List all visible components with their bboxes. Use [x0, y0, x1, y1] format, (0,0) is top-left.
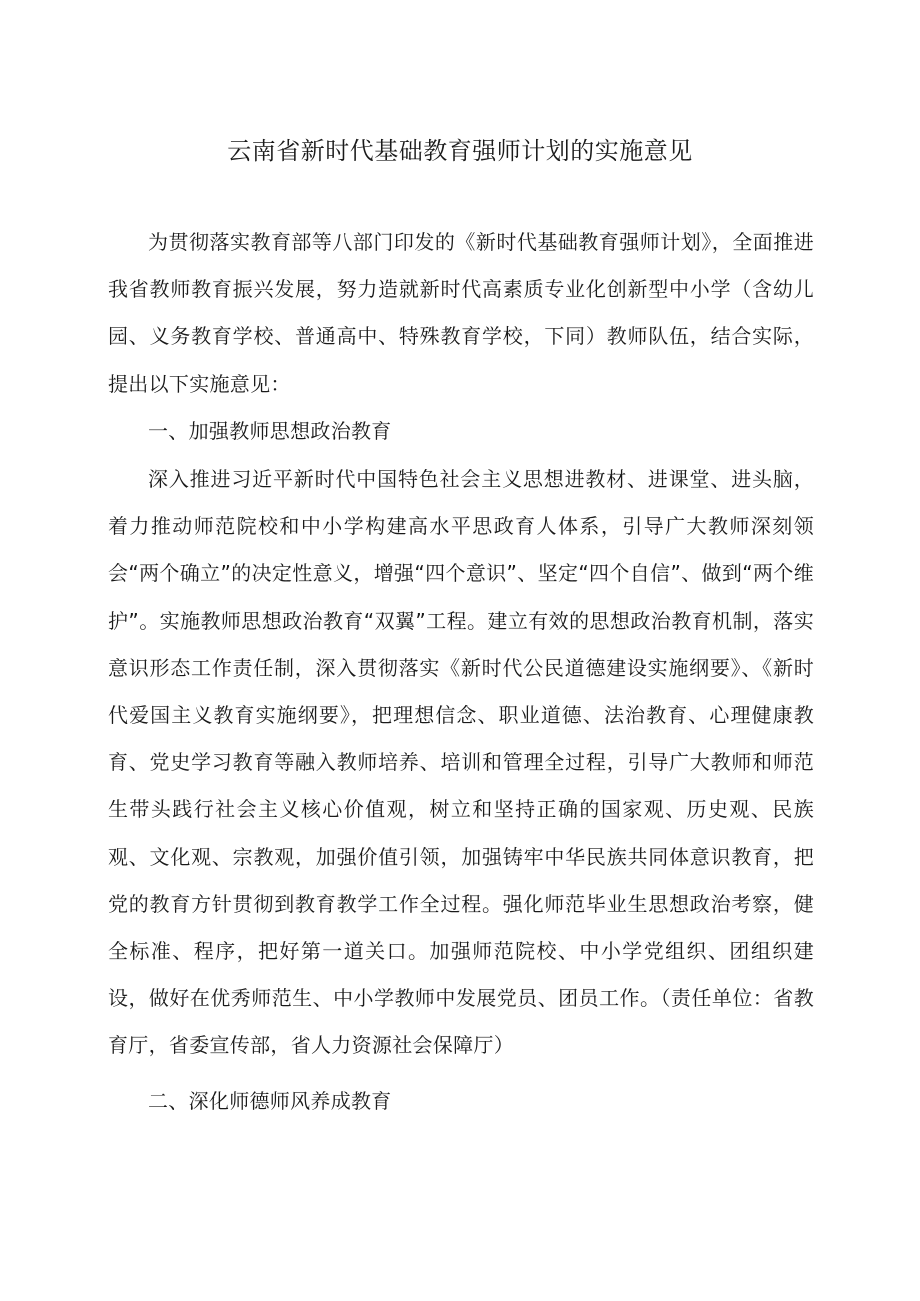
- section-1-heading: 一、加强教师思想政治教育: [148, 419, 392, 443]
- section-2-heading: 二、深化师德师风养成教育: [148, 1089, 392, 1113]
- section-1-paragraph: 深入推进习近平新时代中国特色社会主义思想进教材、进课堂、进头脑，着力推动师范院校和中小学构建高水平思政育人体系，引导广大教师深刻领会“两个确立”的决定性意义，增强“四个意识”、坚定“四个自信”、做到“两个维护”。实施教师思想政治教育“双翼”工程。建立有效的思想政治教育机制，落实意识形态工作责任制，深入贯彻落实《新时代公民道德建设实施纲要》、《新时代爱国主义教育实施纲要》，把理想信念、职业道德、法治教育、心理健康教育、党史学习教育等融入教师培养、培训和管理全过程，引导广大教师和师范生带头践行社会主义核心价值观，树立和坚持正确的国家观、历史观、民族观、文化观、宗教观，加强价值引领，加强铸牢中华民族共同体意识教育，把党的教育方针贯彻到教育教学工作全过程。强化师范毕业生思想政治考察，健全标准、程序，把好第一道关口。加强师范院校、中小学党组织、团组织建设，做好在优秀师范生、中小学教师中发展党员、团员工作。（责任单位：省教育厅，省委宣传部，省人力资源社会保障厅）: [108, 467, 814, 1058]
- document-title: 云南省新时代基础教育强师计划的实施意见: [227, 137, 693, 165]
- intro-paragraph: 为贯彻落实教育部等八部门印发的《新时代基础教育强师计划》，全面推进我省教师教育振兴发展，努力造就新时代高素质专业化创新型中小学（含幼儿园、义务教育学校、普通高中、特殊教育学校，下同）教师队伍，结合实际，提出以下实施意见：: [108, 230, 814, 396]
